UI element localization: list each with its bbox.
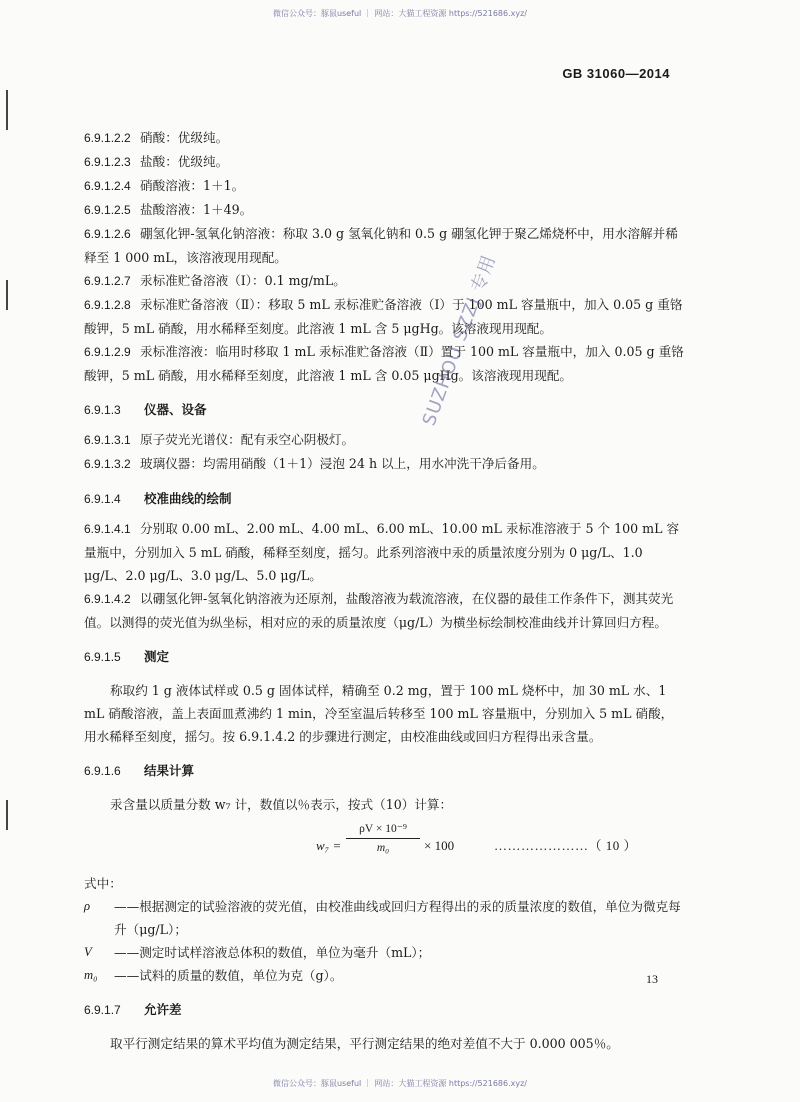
calculation-paragraph: 汞含量以质量分数 w₇ 计，数值以％表示，按式（10）计算：	[110, 797, 453, 812]
clause-number: 6.9.1.2.3	[84, 155, 131, 169]
stamp-watermark: SUZHOU SZZJ 专用	[418, 251, 501, 429]
page-number: 13	[646, 972, 658, 986]
symbol-definition	[84, 964, 684, 987]
section-title: 仪器、设备	[144, 402, 207, 417]
equation-number: …………………（ 10 ）	[494, 838, 638, 853]
clause-text: 以硼氢化钾-氢氧化钠溶液为还原剂，盐酸溶液为载流溶液，在仪器的最佳工作条件下，测其荧光值。以测得的荧光值为纵坐标，相对应的汞的质量浓度（μg/L）为横坐标绘制校准曲线并计算回归方程。	[84, 591, 674, 630]
clause-item	[84, 452, 684, 476]
clause-text: 盐酸：优级纯。	[140, 154, 229, 169]
clause-text: 硝酸溶液：1＋1。	[140, 178, 245, 193]
symbol-description: ——根据测定的试验溶液的荧光值，由校准曲线或回归方程得出的汞的质量浓度的数值，单位为微克每升（μg/L）；	[114, 899, 681, 937]
clause-number: 6.9.1.3.1	[84, 433, 131, 447]
clause-text: 汞标准贮备溶液（Ⅱ）：移取 5 mL 汞标准贮备溶液（Ⅰ）于 100 mL 容量瓶中，加入 0.05 g 重铬酸钾，5 mL 硝酸，用水稀释至刻度。此溶液 1 mL 含 5 μgHg。该溶液现用现配。	[84, 297, 683, 336]
formula-numerator: ρV × 10⁻⁹	[346, 820, 420, 839]
section-number: 6.9.1.7	[84, 1003, 121, 1017]
section-number: 6.9.1.4	[84, 492, 121, 506]
formula-lhs: w₇ =	[316, 838, 342, 853]
symbol-description: ——测定时试样溶液总体积的数值，单位为毫升（mL）；	[114, 945, 431, 960]
section-number: 6.9.1.5	[84, 650, 121, 664]
measurement-paragraph: 称取约 1 g 液体试样或 0.5 g 固体试样，精确至 0.2 mg，置于 100 mL 烧杯中，加 30 mL 水、1 mL 硝酸溶液，盖上表面皿煮沸约 1 min，冷至室温后转移至 100 mL 容量瓶中，分别加入 5 mL 硝酸，用水稀释至刻度，摇匀。按 6.9.1.4.2 的步骤进行测定，由校准曲线或回归方程得出汞含量。	[84, 683, 674, 744]
clause-number: 6.9.1.2.6	[84, 227, 131, 241]
watermark-bottom: 微信公众号：豚鼠useful ｜ 网站：大猫工程资源 https://521686.xyz/	[272, 1079, 528, 1088]
clause-number: 6.9.1.2.5	[84, 203, 131, 217]
clause-text: 盐酸溶液：1＋49。	[140, 202, 253, 217]
section-heading	[84, 759, 684, 783]
formula-multiplier: × 100	[424, 838, 455, 853]
clause-number: 6.9.1.4.1	[84, 522, 131, 536]
symbol: m₀	[84, 968, 98, 982]
symbol-definition	[84, 941, 684, 964]
symbol: ρ	[84, 899, 91, 913]
clause-text: 硝酸：优级纯。	[140, 130, 229, 145]
section-heading	[84, 645, 684, 669]
clause-text: 汞标准贮备溶液（Ⅰ）：0.1 mg/mL。	[140, 273, 346, 288]
clause-number: 6.9.1.3.2	[84, 457, 131, 471]
section-title: 允许差	[144, 1002, 182, 1017]
clause-number: 6.9.1.2.7	[84, 274, 131, 288]
section-heading	[84, 398, 684, 422]
clause-number: 6.9.1.2.8	[84, 298, 131, 312]
clause-item	[84, 517, 684, 587]
clause-item	[84, 222, 684, 269]
symbol-definitions	[84, 895, 684, 987]
clause-item	[84, 587, 684, 634]
formula-fraction	[346, 820, 420, 857]
tolerance-paragraph: 取平行测定结果的算术平均值为测定结果，平行测定结果的绝对差值不大于 0.000 005％。	[110, 1036, 619, 1051]
formula-denominator: m₀	[376, 842, 390, 854]
section-heading	[84, 998, 684, 1022]
document-body	[84, 126, 684, 1055]
where-label: 式中：	[84, 876, 122, 891]
clause-number: 6.9.1.2.9	[84, 345, 131, 359]
symbol-definition	[84, 895, 684, 941]
clause-item	[84, 269, 684, 293]
clause-item	[84, 198, 684, 222]
section-title: 测定	[144, 649, 170, 664]
symbol-description: ——试料的质量的数值，单位为克（g）。	[114, 968, 343, 983]
clause-text: 玻璃仪器：均需用硝酸（1＋1）浸泡 24 h 以上，用水冲洗干净后备用。	[140, 456, 545, 471]
section-number: 6.9.1.6	[84, 764, 121, 778]
clause-number: 6.9.1.2.4	[84, 179, 131, 193]
clause-item	[84, 340, 684, 387]
section-title: 校准曲线的绘制	[144, 491, 232, 506]
clause-text: 原子荧光光谱仪：配有汞空心阴极灯。	[140, 432, 355, 447]
section-number: 6.9.1.3	[84, 403, 121, 417]
clause-item	[84, 150, 684, 174]
clause-text: 硼氢化钾-氢氧化钠溶液：称取 3.0 g 氢氧化钠和 0.5 g 硼氢化钾于聚乙烯烧杯中，用水溶解并稀释至 1 000 mL，该溶液现用现配。	[84, 226, 678, 265]
calibration-list	[84, 517, 684, 634]
clause-text: 汞标准溶液：临用时移取 1 mL 汞标准贮备溶液（Ⅱ）置于 100 mL 容量瓶中，加入 0.05 g 重铬酸钾，5 mL 硝酸，用水稀释至刻度，此溶液 1 mL 含 0.05 μgHg。该溶液现用现配。	[84, 344, 684, 383]
standard-code: GB 31060—2014	[562, 66, 670, 81]
section-heading	[84, 487, 684, 511]
section-title: 结果计算	[144, 763, 195, 778]
formula-10	[84, 818, 684, 868]
watermark-top: 微信公众号：豚鼠useful ｜ 网站：大猫工程资源 https://521686.xyz/	[272, 9, 528, 18]
clause-number: 6.9.1.2.2	[84, 131, 131, 145]
instrument-list	[84, 428, 684, 476]
clause-number: 6.9.1.4.2	[84, 592, 131, 606]
clause-item	[84, 428, 684, 452]
reagent-list	[84, 126, 684, 387]
symbol: V	[84, 945, 92, 959]
clause-item	[84, 174, 684, 198]
scan-edge-mark	[6, 800, 8, 830]
clause-item	[84, 293, 684, 340]
clause-item	[84, 126, 684, 150]
clause-text: 分别取 0.00 mL、2.00 mL、4.00 mL、6.00 mL、10.00 mL 汞标准溶液于 5 个 100 mL 容量瓶中，分别加入 5 mL 硝酸，稀释至刻度，摇匀。此系列溶液中汞的质量浓度分别为 0 μg/L、1.0 μg/L、2.0 μg/L、3.0 μg/L、5.0 μg/L。	[84, 521, 680, 583]
scan-edge-mark	[6, 280, 8, 310]
scan-edge-mark	[6, 90, 8, 130]
